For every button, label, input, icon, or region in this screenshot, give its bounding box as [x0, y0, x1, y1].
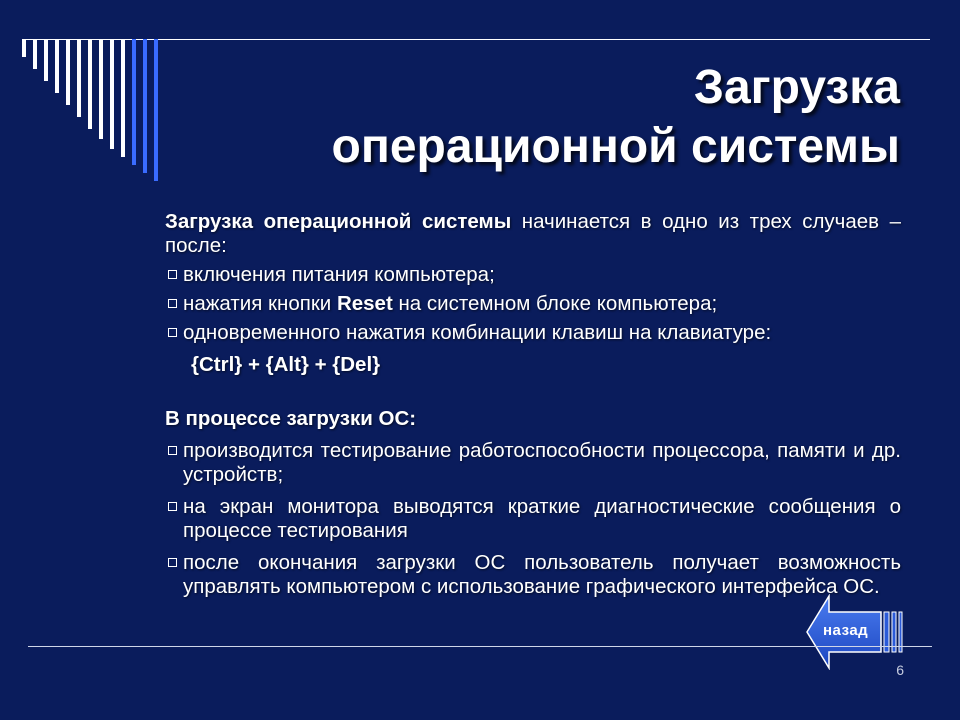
deco-bar — [33, 39, 37, 69]
list-item-text — [183, 292, 901, 316]
list-item — [165, 551, 901, 599]
list-item-text: включения питания компьютера; — [183, 263, 495, 286]
deco-bar — [143, 39, 147, 173]
square-bullet-icon — [168, 328, 177, 337]
top-divider — [22, 39, 930, 40]
list-item — [165, 495, 901, 543]
square-bullet-icon — [168, 558, 177, 567]
back-button[interactable] — [805, 594, 905, 670]
intro-text: начинается в одно из трех случаев – после: — [165, 210, 901, 257]
deco-bar — [88, 39, 92, 129]
deco-bar — [99, 39, 103, 139]
back-button-label: назад — [823, 622, 869, 639]
title-line-1: Загрузка — [693, 61, 900, 114]
deco-bar — [55, 39, 59, 93]
square-bullet-icon — [168, 270, 177, 279]
list-item-pre: нажатия кнопки — [183, 292, 337, 315]
list-item-text: на экран монитора выводятся краткие диагностические сообщения о процессе тестирования — [183, 495, 901, 542]
list-item-text: после окончания загрузки ОС пользователь получает возможность управлять компьютером с использование графического интерфейса ОС. — [183, 551, 901, 598]
reset-key: Reset — [336, 292, 393, 315]
deco-bar — [22, 39, 26, 57]
title-line-2: операционной системы — [331, 120, 900, 173]
deco-bar — [132, 39, 136, 165]
deco-bar — [77, 39, 81, 117]
section-heading: В процессе загрузки ОС: — [165, 407, 417, 430]
slide-title — [332, 58, 900, 176]
page-number: 6 — [896, 662, 904, 678]
square-bullet-icon — [168, 299, 177, 308]
list-item-text: производится тестирование работоспособности процессора, памяти и др. устройств; — [183, 439, 901, 486]
list-item — [165, 439, 901, 487]
square-bullet-icon — [168, 502, 177, 511]
intro-paragraph — [165, 210, 901, 258]
deco-bar — [110, 39, 114, 149]
intro-bold: Загрузка операционной системы — [165, 210, 512, 233]
slide-content — [165, 210, 901, 599]
deco-bar — [44, 39, 48, 81]
list-item — [165, 263, 901, 287]
list-item-post: на системном блоке компьютера; — [392, 292, 718, 315]
deco-bar — [154, 39, 158, 181]
list-item-text: одновременного нажатия комбинации клавиш на клавиатуре: — [183, 321, 772, 344]
key-combination: {Ctrl} + {Alt} + {Del} — [191, 353, 381, 376]
deco-bar — [121, 39, 125, 157]
bottom-divider — [28, 646, 932, 647]
square-bullet-icon — [168, 446, 177, 455]
deco-bar — [66, 39, 70, 105]
list-item — [165, 292, 901, 316]
list-item — [165, 321, 901, 345]
